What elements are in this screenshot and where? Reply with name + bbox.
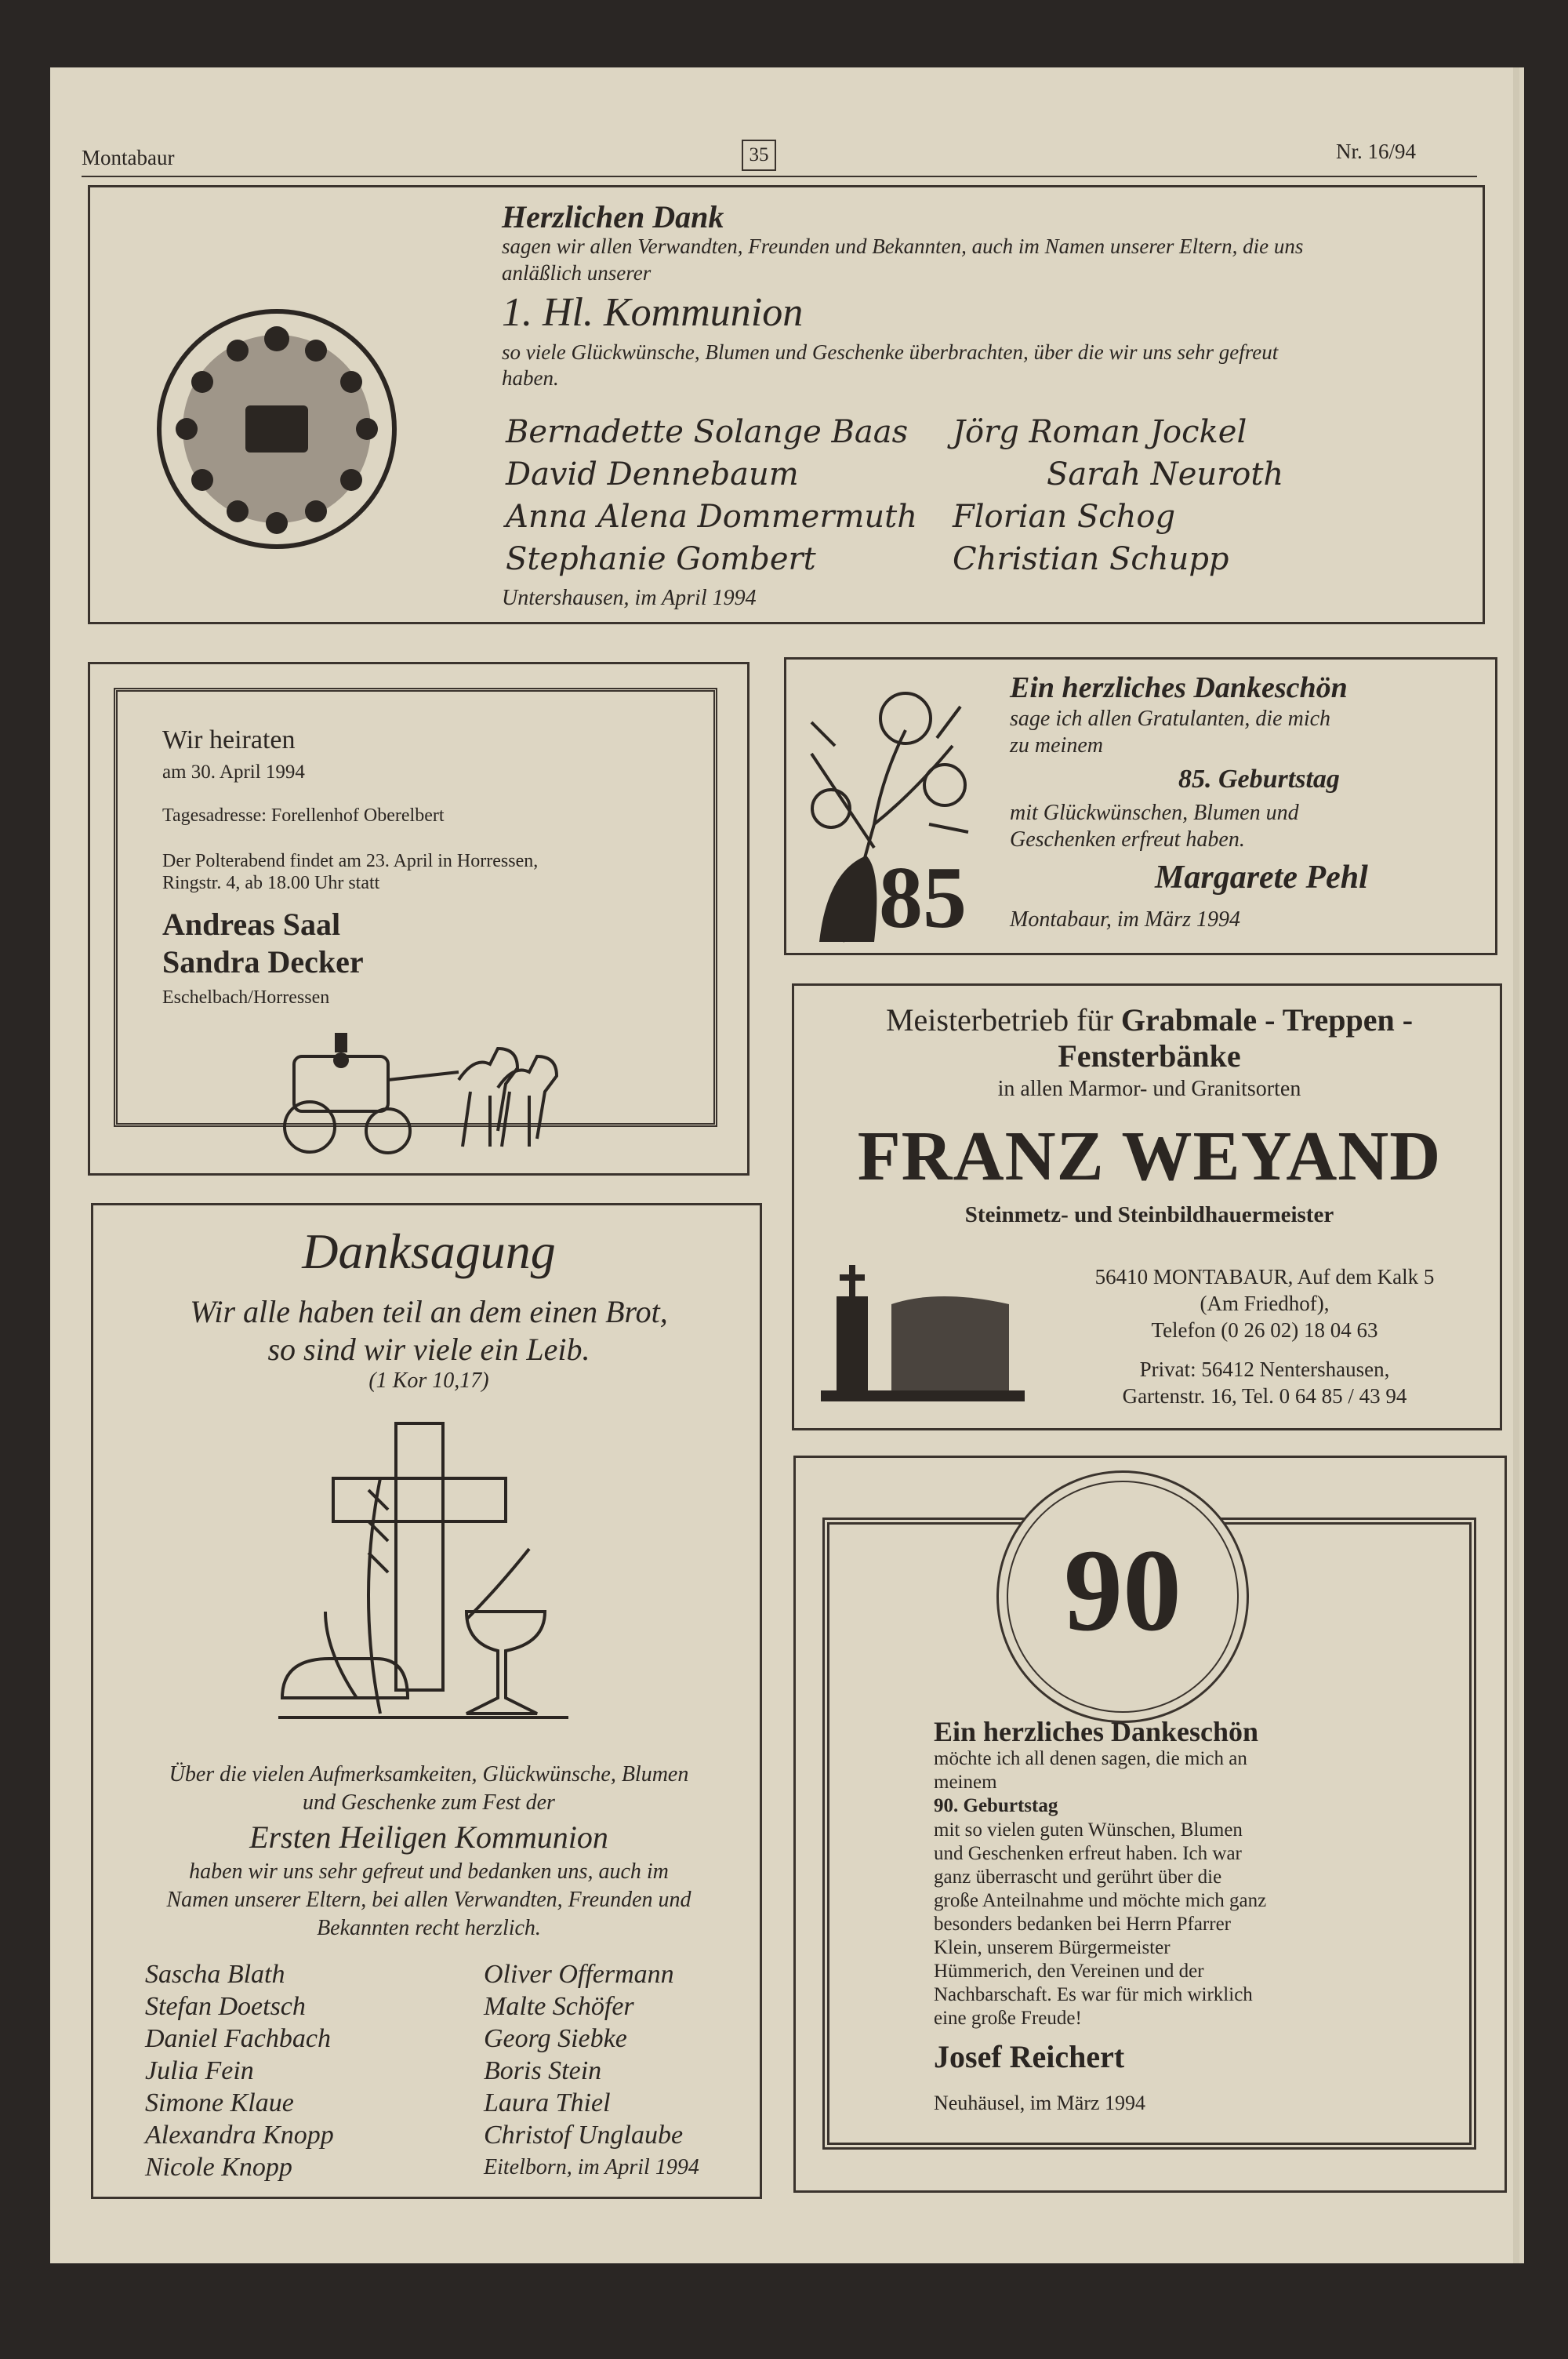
danksagung-place-date: Eitelborn, im April 1994 (484, 2155, 699, 2179)
birthday-90-body-6: Klein, unserem Bürgermeister (934, 1937, 1171, 1958)
horse-carriage-illustration (263, 1033, 576, 1158)
wedding-place: Eschelbach/Horressen (162, 987, 330, 1008)
danksagung-event: Ersten Heiligen Kommunion (249, 1819, 608, 1855)
weyand-address1: 56410 MONTABAUR, Auf dem Kalk 5 (1094, 1265, 1435, 1289)
wedding-polterabend-2: Ringstr. 4, ab 18.00 Uhr statt (162, 873, 380, 893)
danksagung-name-1: Sascha Blath (145, 1960, 285, 1989)
birthday-90-circle (996, 1470, 1249, 1723)
header-page-number: 35 (742, 140, 776, 171)
kommunion-dank-heading: Herzlichen Dank (502, 199, 724, 234)
birthday-90-heading: Ein herzliches Dankeschön (934, 1716, 1259, 1747)
weyand-line1-normal: Meisterbetrieb für (885, 1002, 1121, 1038)
ad-wedding (88, 662, 750, 1176)
weyand-company: FRANZ WEYAND (857, 1118, 1442, 1195)
birthday-90-body-3: ganz überrascht und gerührt über die (934, 1866, 1222, 1888)
danksagung-names-right (484, 1958, 699, 2183)
birthday-90-place-date: Neuhäusel, im März 1994 (934, 2092, 1146, 2114)
weyand-line2: Fensterbänke (1058, 1038, 1241, 1074)
birthday-85-heading: Ein herzliches Dankeschön (1010, 671, 1348, 704)
header-rule (82, 176, 1477, 177)
weyand-line1-bold: Grabmale - Treppen - (1120, 1002, 1414, 1038)
danksagung-verse1: Wir alle haben teil an dem einen Brot, (190, 1294, 668, 1329)
wedding-polterabend-1: Der Polterabend findet am 23. April in Horressen, (162, 851, 539, 871)
ad-danksagung (91, 1203, 762, 2199)
birthday-85-occasion: 85. Geburtstag (1178, 765, 1340, 794)
birthday-90-occasion: 90. Geburtstag (934, 1795, 1058, 1816)
kommunion-dank-line2: anläßlich unserer (502, 261, 652, 285)
cross-bread-chalice-illustration (278, 1416, 576, 1729)
birthday-90-body-1: mit so vielen guten Wünschen, Blumen (934, 1819, 1243, 1841)
names-left-column (506, 411, 917, 580)
weyand-private2: Gartenstr. 16, Tel. 0 64 85 / 43 94 (1122, 1384, 1407, 1408)
danksagung-text3: haben wir uns sehr gefreut und bedanken uns, auch im (189, 1859, 669, 1884)
weyand-address2: (Am Friedhof), (1200, 1292, 1330, 1315)
danksagung-reference: (1 Kor 10,17) (368, 1369, 489, 1393)
birthday-90-line2: meinem (934, 1772, 997, 1793)
danksagung-title: Danksagung (302, 1223, 556, 1279)
name-3: Anna Alena Dommermuth (506, 499, 917, 535)
danksagung-name-3: Daniel Fachbach (145, 2024, 331, 2053)
danksagung-name-2: Stefan Doetsch (145, 1992, 306, 2021)
last-supper-illustration (151, 304, 402, 554)
birthday-85-place-date: Montabaur, im März 1994 (1010, 907, 1241, 932)
danksagung-name-6: Alexandra Knopp (145, 2121, 334, 2150)
name-2: David Dennebaum (506, 456, 799, 493)
birthday-90-body (934, 1819, 1266, 2030)
birthday-85-name: Margarete Pehl (1155, 860, 1368, 896)
birthday-90-body-5: besonders bedanken bei Herrn Pfarrer (934, 1914, 1232, 1935)
wedding-title: Wir heiraten (162, 725, 296, 754)
name-6: Sarah Neuroth (1047, 456, 1284, 493)
ad-birthday-85 (784, 657, 1497, 955)
ad-birthday-90 (793, 1456, 1507, 2193)
danksagung-text4: Namen unserer Eltern, bei allen Verwandten, Freunden und (166, 1888, 691, 1912)
birthday-85-line1: sage ich allen Gratulanten, die mich (1010, 707, 1331, 731)
weyand-line3: in allen Marmor- und Granitsorten (997, 1077, 1301, 1101)
birthday-90-body-8: Nachbarschaft. Es war für mich wirklich (934, 1984, 1253, 2005)
danksagung-name-10: Georg Siebke (484, 2024, 627, 2053)
header-issue: Nr. 16/94 (1336, 140, 1417, 163)
newspaper-page (50, 67, 1513, 2263)
kommunion-dank-place-date: Untershausen, im April 1994 (502, 586, 757, 610)
name-5: Jörg Roman Jockel (953, 414, 1247, 450)
weyand-phone: Telefon (0 26 02) 18 04 63 (1151, 1318, 1378, 1342)
danksagung-name-13: Christof Unglaube (484, 2121, 684, 2150)
weyand-private1: Privat: 56412 Nentershausen, (1139, 1358, 1390, 1381)
ad-kommunion-dank (88, 185, 1485, 624)
wedding-name-2: Sandra Decker (162, 944, 364, 980)
header-town: Montabaur (82, 146, 175, 169)
kommunion-dank-line3: so viele Glückwünsche, Blumen und Geschenke überbrachten, über die wir uns sehr gefreut (502, 340, 1279, 364)
danksagung-names-left (145, 1958, 334, 2183)
birthday-85-line2: zu meinem (1010, 733, 1103, 758)
danksagung-name-11: Boris Stein (484, 2056, 602, 2085)
danksagung-verse2: so sind wir viele ein Leib. (267, 1332, 590, 1367)
birthday-85-line4: Geschenken erfreut haben. (1010, 827, 1245, 852)
birthday-90-body-4: große Anteilnahme und möchte mich ganz (934, 1890, 1267, 1911)
danksagung-text5: Bekannten recht herzlich. (317, 1916, 541, 1940)
danksagung-name-7: Nicole Knopp (145, 2153, 292, 2182)
danksagung-name-12: Laura Thiel (484, 2088, 611, 2117)
weyand-line1 (794, 1001, 1504, 1038)
kommunion-event: 1. Hl. Kommunion (502, 290, 804, 335)
name-8: Christian Schupp (953, 541, 1229, 577)
name-7: Florian Schog (953, 499, 1176, 535)
birthday-85-number: 85 (879, 849, 967, 947)
birthday-90-name: Josef Reichert (934, 2039, 1125, 2074)
names-right-column (953, 411, 1283, 580)
danksagung-name-9: Malte Schöfer (484, 1992, 634, 2021)
danksagung-text2: und Geschenke zum Fest der (303, 1790, 555, 1815)
wedding-date: am 30. April 1994 (162, 761, 305, 783)
birthday-85-line3: mit Glückwünschen, Blumen und (1010, 801, 1299, 825)
danksagung-name-5: Simone Klaue (145, 2088, 294, 2117)
danksagung-text1: Über die vielen Aufmerksamkeiten, Glückwünsche, Blumen (169, 1762, 689, 1787)
ad-weyand (792, 983, 1502, 1430)
gravestone-illustration (821, 1265, 1025, 1406)
wedding-name-1: Andreas Saal (162, 907, 341, 942)
birthday-90-body-7: Hümmerich, den Vereinen und der (934, 1961, 1204, 1982)
kommunion-dank-line1: sagen wir allen Verwandten, Freunden und Bekannten, auch im Namen unserer Eltern, die uns (502, 234, 1304, 258)
weyand-subtitle: Steinmetz- und Steinbildhauermeister (964, 1202, 1334, 1227)
birthday-90-number: 90 (1064, 1525, 1181, 1656)
name-4: Stephanie Gombert (506, 541, 816, 577)
birthday-90-body-2: und Geschenken erfreut haben. Ich war (934, 1843, 1242, 1864)
kommunion-dank-line4: haben. (502, 366, 559, 390)
name-1: Bernadette Solange Baas (506, 414, 909, 450)
danksagung-name-8: Oliver Offermann (484, 1960, 674, 1989)
birthday-90-body-9: eine große Freude! (934, 2008, 1082, 2029)
danksagung-name-4: Julia Fein (145, 2056, 254, 2085)
wedding-venue: Tagesadresse: Forellenhof Oberelbert (162, 805, 445, 826)
birthday-90-line1: möchte ich all denen sagen, die mich an (934, 1748, 1247, 1769)
